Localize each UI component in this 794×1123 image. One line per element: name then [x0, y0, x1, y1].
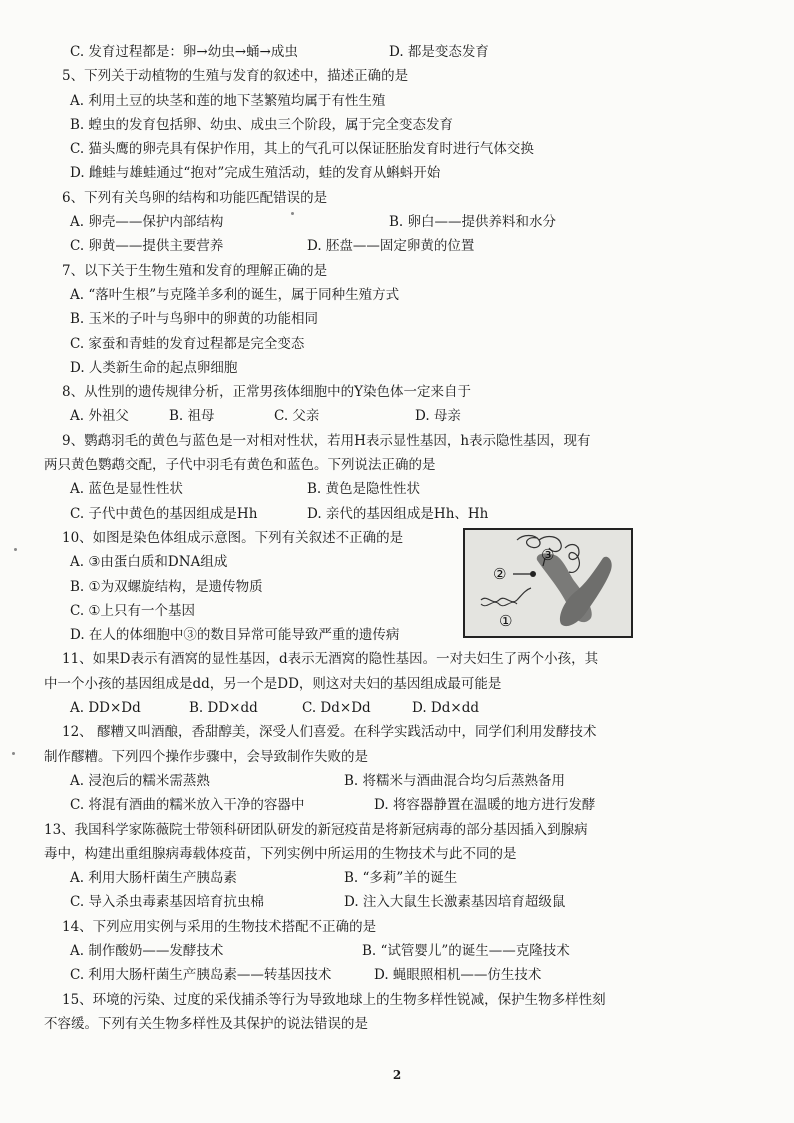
- q11-option-d: D. Dd×dd: [412, 700, 479, 717]
- q15-stem-line1: 15、环境的污染、过度的采伐捕杀等行为导致地球上的生物多样性锐减，保护生物多样性刻: [62, 991, 606, 1008]
- q11-option-a: A. DD×Dd: [70, 700, 141, 717]
- q11-option-b: B. DD×dd: [189, 700, 258, 717]
- q8-option-b: B. 祖母: [169, 408, 215, 425]
- q8-option-a: A. 外祖父: [70, 408, 129, 425]
- q12-option-b: B. 将糯米与酒曲混合均匀后蒸熟备用: [344, 772, 566, 789]
- page-number: 2: [392, 1068, 402, 1082]
- q12-option-d: D. 将容器静置在温暖的地方进行发酵: [374, 797, 596, 814]
- q7-option-c: C. 家蚕和青蛙的发育过程都是完全变态: [70, 335, 305, 352]
- chromosome-diagram: [463, 528, 633, 638]
- q14-option-d: D. 蝇眼照相机——仿生技术: [374, 967, 542, 984]
- q5-option-a: A. 利用土豆的块茎和莲的地下茎繁殖均属于有性生殖: [70, 92, 386, 109]
- q13-options-ab: [44, 866, 764, 890]
- q12-options-ab: [44, 769, 764, 793]
- label-1: ①: [499, 612, 513, 630]
- q9-option-a: A. 蓝色是显性性状: [70, 481, 183, 498]
- q4-options-cd: [44, 40, 764, 64]
- q14-option-c: C. 利用大肠杆菌生产胰岛素——转基因技术: [70, 967, 332, 984]
- q11-option-c: C. Dd×Dd: [302, 700, 371, 717]
- q5-option-d: D. 雌蛙与雄蛙通过“抱对”完成生殖活动，蛙的发育从蝌蚪开始: [70, 165, 441, 182]
- q14-options-cd: [44, 963, 764, 987]
- q7-stem: 7、以下关于生物生殖和发育的理解正确的是: [62, 262, 328, 279]
- q12-stem-line2: 制作醪糟。下列四个操作步骤中，会导致制作失败的是: [44, 748, 368, 765]
- q13-option-d: D. 注入大鼠生长激素基因培育超级鼠: [344, 894, 566, 911]
- q10-option-c: C. ①上只有一个基因: [70, 602, 196, 619]
- q9-option-c: C. 子代中黄色的基因组成是Hh: [70, 505, 258, 522]
- label-3: ③: [541, 546, 555, 564]
- q5-stem: 5、下列关于动植物的生殖与发育的叙述中，描述正确的是: [62, 68, 409, 85]
- q4-option-c: C. 发育过程都是：卵→幼虫→蛹→成虫: [70, 44, 298, 60]
- scan-speck: [12, 752, 15, 755]
- q6-stem: 6、下列有关鸟卵的结构和功能匹配错误的是: [62, 189, 328, 206]
- q6-options-cd: [44, 234, 764, 258]
- q4-option-d: D. 都是变态发育: [389, 44, 489, 60]
- chromosome-illustration: [465, 530, 631, 636]
- q7-option-a: A. “落叶生根”与克隆羊多利的诞生，属于同种生殖方式: [70, 286, 400, 303]
- q10-option-a: A. ③由蛋白质和DNA组成: [70, 554, 228, 571]
- q5-option-b: B. 蝗虫的发育包括卵、幼虫、成虫三个阶段，属于完全变态发育: [70, 116, 454, 133]
- q11-options: [44, 696, 764, 720]
- question-list: [44, 40, 764, 1036]
- q6-option-b: B. 卵白——提供养料和水分: [389, 214, 557, 231]
- q14-option-b: B. “试管婴儿”的诞生——克隆技术: [362, 942, 570, 959]
- q8-stem: 8、从性别的遗传规律分析，正常男孩体细胞中的Y染色体一定来自于: [62, 384, 472, 401]
- q13-stem-line2: 毒中，构建出重组腺病毒载体疫苗，下列实例中所运用的生物技术与此不同的是: [44, 845, 517, 862]
- q13-option-a: A. 利用大肠杆菌生产胰岛素: [70, 870, 237, 887]
- q13-stem-line1: 13、我国科学家陈薇院士带领科研团队研发的新冠疫苗是将新冠病毒的部分基因插入到腺病: [44, 821, 588, 838]
- q9-option-d: D. 亲代的基因组成是Hh、Hh: [307, 505, 489, 522]
- q5-option-c: C. 猫头鹰的卵壳具有保护作用，其上的气孔可以保证胚胎发育时进行气体交换: [70, 141, 534, 158]
- q8-option-d: D. 母亲: [415, 408, 461, 425]
- scan-speck: [14, 548, 17, 551]
- q9-stem-line1: 9、鹦鹉羽毛的黄色与蓝色是一对相对性状，若用H表示显性基因，h表示隐性基因，现有: [62, 432, 591, 449]
- q9-option-b: B. 黄色是隐性性状: [307, 481, 421, 498]
- q12-option-a: A. 浸泡后的糯米需蒸熟: [70, 772, 210, 789]
- q8-options: [44, 404, 764, 428]
- q10-stem: 10、如图是染色体组成示意图。下列有关叙述不正确的是: [62, 529, 404, 546]
- q9-options-cd: [44, 502, 764, 526]
- q15-stem-line2: 不容缓。下列有关生物多样性及其保护的说法错误的是: [44, 1015, 368, 1032]
- q6-option-d: D. 胚盘——固定卵黄的位置: [307, 238, 475, 255]
- q10-option-d: D. 在人的体细胞中③的数目异常可能导致严重的遗传病: [70, 627, 400, 644]
- q10-option-b: B. ①为双螺旋结构，是遗传物质: [70, 578, 263, 595]
- q13-option-b: B. “多莉”羊的诞生: [344, 870, 458, 887]
- q8-option-c: C. 父亲: [274, 408, 320, 425]
- q11-stem-line2: 中一个小孩的基因组成是dd，另一个是DD，则这对夫妇的基因组成最可能是: [44, 675, 502, 692]
- q7-option-b: B. 玉米的子叶与鸟卵中的卵黄的功能相同: [70, 311, 319, 328]
- gene-marker: [530, 571, 536, 577]
- scan-speck: [291, 212, 294, 215]
- q7-option-d: D. 人类新生命的起点卵细胞: [70, 359, 238, 376]
- q13-option-c: C. 导入杀虫毒素基因培育抗虫棉: [70, 894, 264, 911]
- q6-option-c: C. 卵黄——提供主要营养: [70, 238, 224, 255]
- q6-options-ab: [44, 210, 764, 234]
- q11-stem-line1: 11、如果D表示有酒窝的显性基因，d表示无酒窝的隐性基因。一对夫妇生了两个小孩，其: [62, 651, 599, 668]
- q6-option-a: A. 卵壳——保护内部结构: [70, 214, 224, 231]
- q13-options-cd: [44, 890, 764, 914]
- q9-options-ab: [44, 477, 764, 501]
- q14-options-ab: [44, 939, 764, 963]
- q14-stem: 14、下列应用实例与采用的生物技术搭配不正确的是: [62, 918, 377, 935]
- q9-stem-line2: 两只黄色鹦鹉交配，子代中羽毛有黄色和蓝色。下列说法正确的是: [44, 457, 436, 474]
- q14-option-a: A. 制作酸奶——发酵技术: [70, 942, 224, 959]
- q12-options-cd: [44, 793, 764, 817]
- label-2: ②: [493, 565, 507, 583]
- q12-option-c: C. 将混有酒曲的糯米放入干净的容器中: [70, 797, 305, 814]
- q12-stem-line1: 12、 醪糟又叫酒酿，香甜醇美，深受人们喜爱。在科学实践活动中，同学们利用发酵技术: [62, 724, 597, 741]
